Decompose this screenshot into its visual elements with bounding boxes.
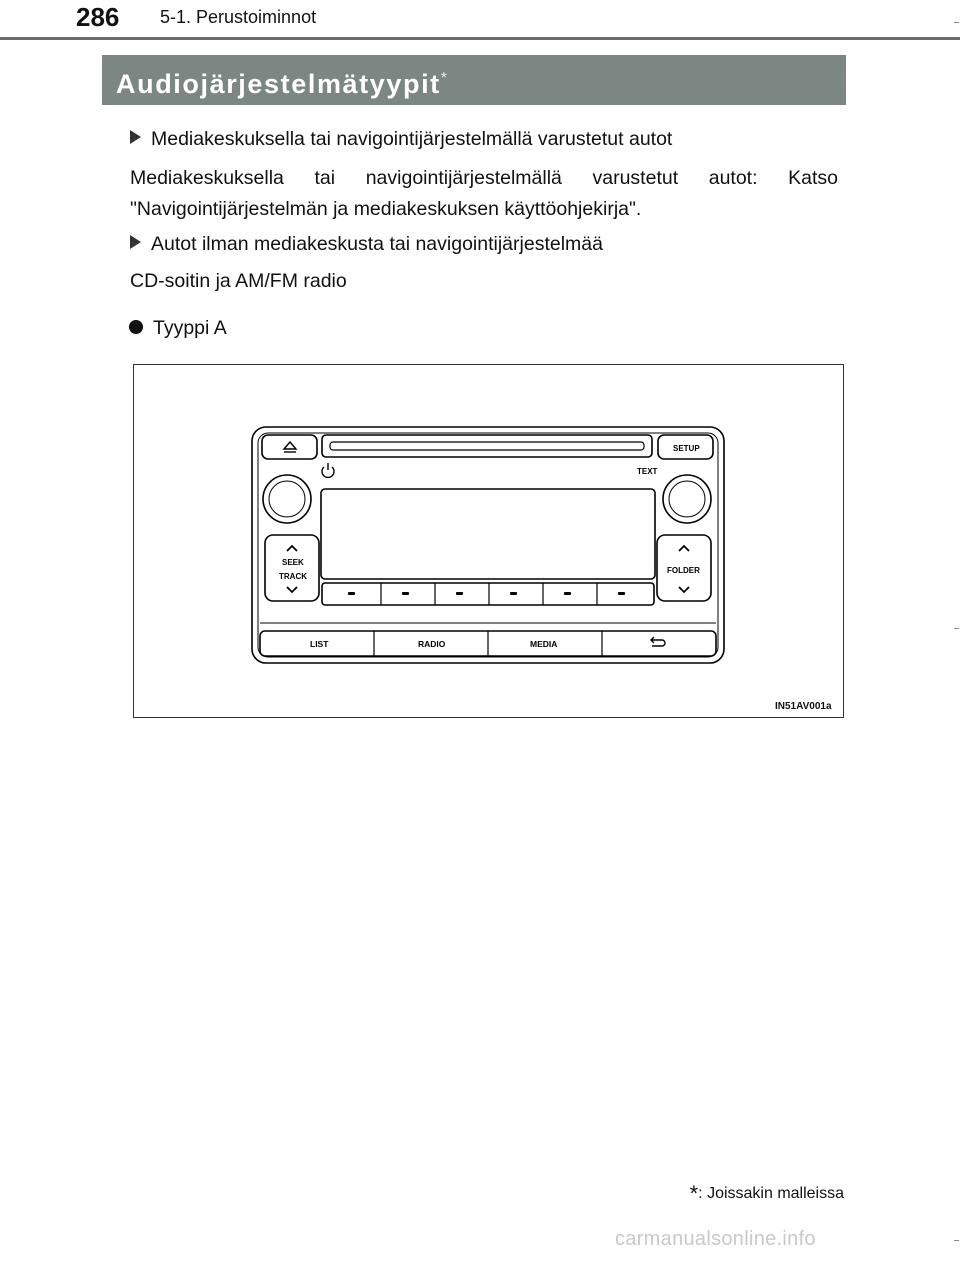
item1-line1: Mediakeskuksella tai navigointijärjestelmällä varustetut autot: Katso xyxy=(130,167,838,189)
type-a-label: Tyyppi A xyxy=(153,317,227,339)
back-arrow-icon xyxy=(651,637,665,646)
page-number: 286 xyxy=(76,2,120,32)
section-title xyxy=(116,62,449,101)
footnote-text: : Joissakin malleissa xyxy=(698,1185,844,1202)
figure-code: IN51AV001a xyxy=(775,701,832,712)
item1-heading xyxy=(130,127,672,151)
section-title-bar xyxy=(102,55,846,105)
cd-slot-frame xyxy=(322,435,652,457)
folder-down-chevron-icon xyxy=(679,587,689,592)
round-bullet-icon xyxy=(129,320,143,334)
section-label: 5-1. Perustoiminnot xyxy=(160,7,317,27)
tune-knob xyxy=(663,475,711,523)
media-label: MEDIA xyxy=(530,639,558,649)
audio-unit-figure xyxy=(133,364,844,718)
folder-label: FOLDER xyxy=(667,566,700,575)
seek-down-chevron-icon xyxy=(287,587,297,592)
crop-mark xyxy=(954,22,959,23)
power-volume-knob-inner xyxy=(269,481,305,517)
header-rule xyxy=(0,37,960,40)
unit-outer-frame xyxy=(252,427,724,663)
item2-heading xyxy=(130,232,603,256)
item2-text: CD-soitin ja AM/FM radio xyxy=(130,270,347,292)
seek-label: SEEK xyxy=(282,558,304,567)
audio-unit-illustration xyxy=(134,365,843,717)
item1-line2: "Navigointijärjestelmän ja mediakeskuksen käyttöohjekirja". xyxy=(130,198,642,220)
cd-slot xyxy=(330,442,644,450)
setup-label: SETUP xyxy=(673,444,700,453)
crop-mark xyxy=(954,628,959,629)
text-label: TEXT xyxy=(637,467,658,476)
footnote xyxy=(690,1183,844,1205)
power-volume-knob xyxy=(263,475,311,523)
footnote-asterisk: * xyxy=(689,1181,699,1206)
track-label: TRACK xyxy=(279,572,307,581)
triangle-bullet-icon xyxy=(130,235,141,249)
eject-icon xyxy=(284,442,296,452)
display-screen xyxy=(321,489,655,579)
eject-button xyxy=(262,435,317,459)
power-icon xyxy=(322,463,334,477)
section-title-text: Audiojärjestelmätyypit xyxy=(116,69,441,99)
preset-button-row xyxy=(322,583,654,605)
folder-up-chevron-icon xyxy=(679,546,689,551)
title-asterisk: * xyxy=(440,70,449,87)
type-a-heading xyxy=(129,316,227,340)
seek-up-chevron-icon xyxy=(287,546,297,551)
preset-marks xyxy=(348,592,625,595)
list-label: LIST xyxy=(310,639,329,649)
crop-mark xyxy=(954,1240,959,1241)
watermark: carmanualsonline.info xyxy=(615,1228,816,1250)
item1-heading-text: Mediakeskuksella tai navigointijärjestelmällä varustetut autot xyxy=(151,128,673,150)
tune-knob-inner xyxy=(669,481,705,517)
triangle-bullet-icon xyxy=(130,130,141,144)
item2-heading-text: Autot ilman mediakeskusta tai navigointijärjestelmää xyxy=(151,233,603,255)
radio-label: RADIO xyxy=(418,639,446,649)
